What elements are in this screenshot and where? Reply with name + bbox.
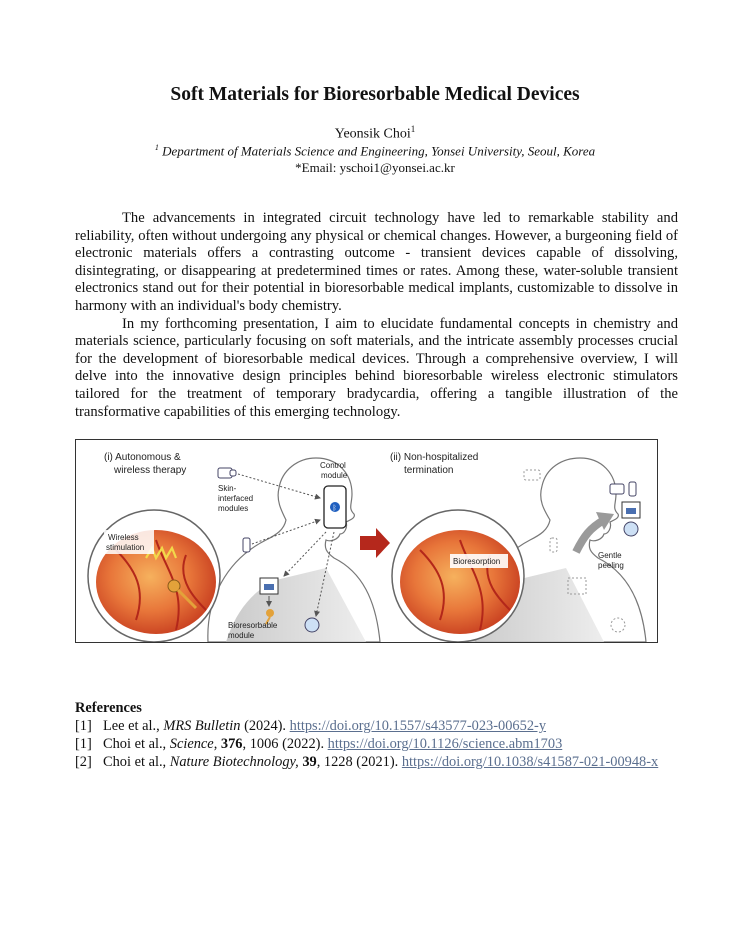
bioresorbable-module-icon	[266, 609, 274, 617]
wireless-label-line2: stimulation	[106, 543, 145, 552]
faded-chest-patch-icon	[550, 538, 557, 552]
wireless-label-line1: Wireless	[108, 533, 139, 542]
reference-link-3[interactable]: https://doi.org/10.1038/s41587-021-00948-x	[401, 754, 659, 770]
author-line	[0, 124, 750, 143]
link-arrow-3	[284, 532, 326, 576]
email-line: *Email: yschoi1@yonsei.ac.kr	[295, 160, 455, 175]
svg-text:ᛒ: ᛒ	[332, 504, 337, 512]
bioresorbable-label-line2: module	[228, 631, 255, 640]
affil-mark: 1	[154, 143, 159, 152]
heart-zoom-right	[392, 510, 524, 642]
reference-volume: 376	[220, 736, 243, 752]
reference-link-2[interactable]: https://doi.org/10.1126/science.abm1703	[327, 736, 563, 752]
faded-skin-module-icon	[524, 470, 540, 480]
chest-patch-icon	[243, 538, 250, 552]
references-section	[75, 699, 675, 771]
skin-module-tab-icon	[230, 470, 236, 476]
reference-link-1[interactable]: https://doi.org/10.1557/s43577-023-00652-y	[289, 718, 547, 734]
reference-item-3: [2] Choi et al., Nature Biotechnology, 39, 1228 (2021). https://doi.org/10.1038/s41587-021-00948-x	[75, 754, 659, 770]
reference-volume: 39	[302, 754, 317, 770]
skin-label-line3: modules	[218, 504, 249, 513]
control-label-line2: module	[321, 471, 348, 480]
abstract-paragraph-2: In my forthcoming presentation, I aim to elucidate fundamental concepts in chemistry and materials science, particularly focusing on soft materials, and the intricate assembly processes crucial for the development of bioresorbable medical devices. Through a comprehensive overview, I will delve into the innovative design principles behind bioresorbable wireless electronic stimulators tailored for the treatment of temporary bradycardia, offering a tangible illustration of the transformative capabilities of this emerging technology.	[75, 315, 678, 420]
abstract-paragraph-1: The advancements in integrated circuit technology have led to remarkable stability and reliability, often without undergoing any physical or chemical changes. However, a burgeoning field of electronic materials offers a contrasting outcome - transient devices capable of dissolving, disintegrating, or disappearing at predetermined times or rates. Among these, water-soluble transient electronics stand out for their potential in bioresorbable medical implants, customizable to dissolve in harmony with an individual's body chemistry.	[75, 210, 678, 314]
reference-journal: Nature Biotechnology,	[169, 754, 299, 770]
panel2-title-line1: (ii) Non-hospitalized	[390, 452, 479, 463]
abstract	[75, 210, 678, 421]
reference-journal: Science	[169, 736, 214, 752]
bioresorption-label: Bioresorption	[453, 557, 501, 566]
skin-label-line2: interfaced	[218, 494, 254, 503]
control-label-line1: Control	[320, 461, 346, 470]
affiliation-line	[0, 143, 750, 159]
author-name: Yeonsik Choi	[334, 126, 411, 142]
reference-number: [1]	[75, 736, 92, 752]
transition-arrow-icon	[360, 528, 390, 558]
references-heading: References	[75, 700, 142, 716]
affiliation-text: Department of Materials Science and Engineering, Yonsei University, Seoul, Korea	[162, 143, 596, 159]
figure-schematic	[75, 439, 658, 643]
reference-item-2: [1] Choi et al., Science, 376, 1006 (2022). https://doi.org/10.1126/science.abm1703	[75, 736, 563, 752]
faded-round-patch-icon	[611, 618, 625, 632]
reference-number: [2]	[75, 754, 92, 770]
panel2-title-line2: termination	[404, 465, 454, 476]
link-arrow-2	[252, 520, 320, 544]
skin-label-line1: Skin-	[218, 484, 237, 493]
bioresorbable-label-line1: Bioresorbable	[228, 621, 278, 630]
round-patch-icon	[305, 618, 319, 632]
reference-journal: MRS Bulletin	[163, 718, 241, 734]
panel1-title-line2: wireless therapy	[114, 465, 187, 476]
heart-zoom-left	[88, 510, 220, 642]
gentle-label-line1: Gentle	[598, 551, 622, 560]
reference-number: [1]	[75, 718, 92, 734]
detached-skin-module-icon	[610, 484, 624, 494]
detached-round-patch-icon	[624, 522, 638, 536]
panel1-title-line1: (i) Autonomous &	[104, 452, 181, 463]
detached-patch-icon	[629, 482, 636, 496]
paper-title: Soft Materials for Bioresorbable Medical Devices	[170, 84, 580, 105]
gentle-label-line2: peeling	[598, 561, 624, 570]
author-affil-mark: 1	[410, 124, 416, 134]
reference-item-1: [1] Lee et al., MRS Bulletin (2024). https://doi.org/10.1557/s43577-023-00652-y	[75, 718, 547, 734]
